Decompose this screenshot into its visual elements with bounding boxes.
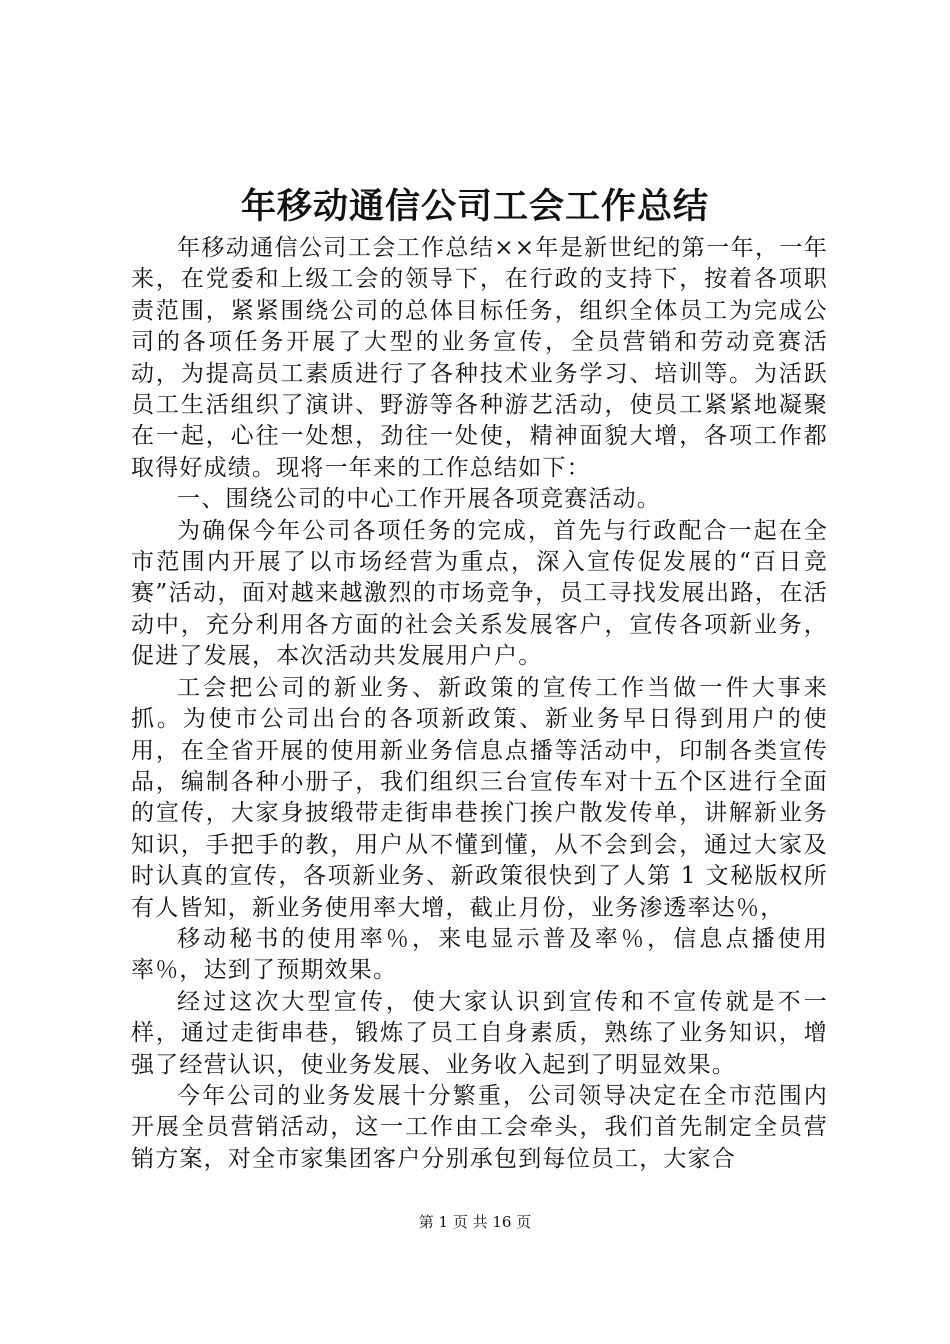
paragraph-usage-rates: 移动秘书的使用率％，来电显示普及率％，信息点播使用率％，达到了预期效果。	[131, 925, 828, 984]
section-heading-1: 一、围绕公司的中心工作开展各项竞赛活动。	[177, 486, 661, 513]
page-number-footer: 第 1 页 共 16 页	[418, 1213, 532, 1231]
document-body	[131, 233, 828, 1175]
paragraph-intro: 年移动通信公司工会工作总结××年是新世纪的第一年，一年来，在党委和上级工会的领导下，在行政的支持下，按着各项职责范围，紧紧围绕公司的总体目标任务，组织全体员工为完成公司的各项任务开展了大型的业务宣传，全员营销和劳动竞赛活动，为提高员工素质进行了各种技术业务学习、培训等。为活跃员工生活组织了演讲、野游等各种游艺活动，使员工紧紧地凝聚在一起，心往一处想，劲往一处使，精神面貌大增，各项工作都取得好成绩。现将一年来的工作总结如下：	[131, 235, 828, 481]
document-title: 年移动通信公司工会工作总结	[240, 186, 709, 227]
paragraph-publicity: 工会把公司的新业务、新政策的宣传工作当做一件大事来抓。为使市公司出台的各项新政策、新业务早日得到用户的使用，在全省开展的使用新业务信息点播等活动中，印制各类宣传品，编制各种小册子，我们组织三台宣传车对十五个区进行全面的宣传，大家身披缎带走街串巷挨门挨户散发传单，讲解新业务知识，手把手的教，用户从不懂到懂，从不会到会，通过大家及时认真的宣传，各项新业务、新政策很快到了人第 1 文秘版权所有人皆知，新业务使用率大增，截止月份，业务渗透率达％，	[131, 674, 828, 921]
paragraph-marketing: 今年公司的业务发展十分繁重，公司领导决定在全市范围内开展全员营销活动，这一工作由工会牵头，我们首先制定全员营销方案，对全市家集团客户分别承包到每位员工，大家合	[131, 1082, 828, 1172]
paragraph-results: 经过这次大型宣传，使大家认识到宣传和不宣传就是不一样，通过走街串巷，锻炼了员工自身素质，熟练了业务知识，增强了经营认识，使业务发展、业务收入起到了明显效果。	[131, 988, 828, 1078]
paragraph-competition: 为确保今年公司各项任务的完成，首先与行政配合一起在全市范围内开展了以市场经营为重点，深入宣传促发展的“百日竞赛”活动，面对越来越激烈的市场竞争，员工寻找发展出路，在活动中，充分利用各方面的社会关系发展客户，宣传各项新业务，促进了发展，本次活动共发展用户户。	[131, 517, 828, 670]
